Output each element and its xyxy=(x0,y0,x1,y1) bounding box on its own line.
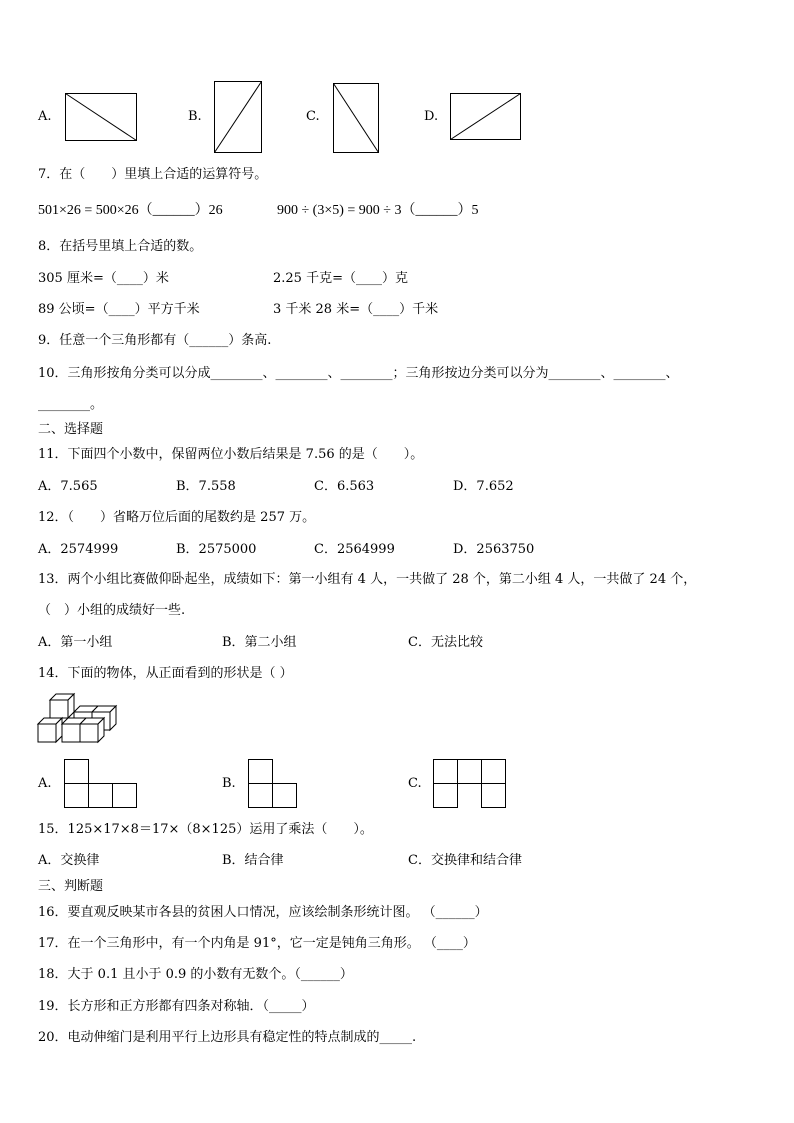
q8-item-c: 89 公顷=（____）平方千米 xyxy=(38,302,200,317)
q6-option-d-figure xyxy=(450,93,521,140)
q14-option-c-label: C. xyxy=(408,776,422,791)
q19-question: 19．长方形和正方形都有四条对称轴．（_____） xyxy=(38,999,315,1014)
q16-question: 16．要直观反映某市各县的贫困人口情况，应该绘制条形统计图。 （______） xyxy=(38,905,488,920)
q7-expression-2: 900 ÷ (3×5) = 900 ÷ 3（______）5 xyxy=(277,203,479,218)
q6-option-c-label: C. xyxy=(306,109,320,124)
q7-expression-1: 501×26 = 500×26（______）26 xyxy=(38,203,223,218)
q8-item-a: 305 厘米=（____）米 xyxy=(38,271,169,286)
q11-option-d: D．7.652 xyxy=(453,479,514,494)
q11-option-c: C．6.563 xyxy=(314,479,375,494)
q11-stem: 11．下面四个小数中，保留两位小数后结果是 7.56 的是（ ）。 xyxy=(38,447,424,462)
q20-question: 20．电动伸缩门是利用平行上边形具有稳定性的特点制成的_____. xyxy=(38,1030,417,1045)
q8-item-b: 2.25 千克=（____）克 xyxy=(273,271,408,286)
q12-option-b: B．2575000 xyxy=(176,542,257,557)
q18-question: 18．大于 0.1 且小于 0.9 的小数有无数个。（______） xyxy=(38,967,353,982)
q15-option-c: C．交换律和结合律 xyxy=(408,853,522,868)
q12-option-d: D．2563750 xyxy=(453,542,535,557)
q14-option-a-figure xyxy=(64,759,137,808)
q6-option-b-figure xyxy=(214,81,262,153)
q14-stem: 14．下面的物体，从正面看到的形状是（ ） xyxy=(38,666,293,681)
q9-question: 9．任意一个三角形都有（______）条高. xyxy=(38,333,272,348)
q12-option-c: C．2564999 xyxy=(314,542,395,557)
q15-stem: 15．125×17×8＝17×（8×125）运用了乘法（ ）。 xyxy=(38,822,373,837)
q14-option-c-figure xyxy=(433,759,506,808)
q13-line-2: （ ）小组的成绩好一些. xyxy=(38,603,186,618)
q13-option-b: B．第二小组 xyxy=(222,635,297,650)
q8-stem: 8．在括号里填上合适的数。 xyxy=(38,239,203,254)
q6-option-a-figure xyxy=(65,93,137,141)
q12-option-a: A．2574999 xyxy=(38,542,119,557)
q8-item-d: 3 千米 28 米=（____）千米 xyxy=(273,302,439,317)
q12-stem: 12．（ ）省略万位后面的尾数约是 257 万。 xyxy=(38,510,316,525)
q6-option-c-figure xyxy=(333,83,379,153)
section-heading-judgement: 三、判断题 xyxy=(38,879,104,894)
q13-option-c: C．无法比较 xyxy=(408,635,483,650)
q15-option-a: A．交换律 xyxy=(38,853,100,868)
q14-option-b-figure xyxy=(248,759,297,808)
q13-option-a: A．第一小组 xyxy=(38,635,113,650)
q10-line-1: 10．三角形按角分类可以分成________、________、________；三角形按边分类可以分为________、________、 xyxy=(38,366,679,381)
q15-option-b: B．结合律 xyxy=(222,853,284,868)
q11-option-a: A．7.565 xyxy=(38,479,98,494)
q6-option-d-label: D. xyxy=(424,109,439,124)
q11-option-b: B．7.558 xyxy=(176,479,236,494)
q14-option-a-label: A. xyxy=(38,776,52,791)
q7-stem: 7．在（ ）里填上合适的运算符号。 xyxy=(38,167,268,182)
q10-line-2: ________。 xyxy=(38,397,104,412)
q14-cube-stack-figure xyxy=(38,694,122,750)
q6-option-a-label: A. xyxy=(38,109,52,124)
q17-question: 17．在一个三角形中，有一个内角是 91°，它一定是钝角三角形。 （____） xyxy=(38,936,476,951)
q14-option-b-label: B. xyxy=(222,776,236,791)
q13-line-1: 13．两个小组比赛做仰卧起坐，成绩如下：第一小组有 4 人，一共做了 28 个，第二小组 4 人，一共做了 24 个， xyxy=(38,572,697,587)
section-heading-choice: 二、选择题 xyxy=(38,422,104,437)
q6-option-b-label: B. xyxy=(188,109,202,124)
